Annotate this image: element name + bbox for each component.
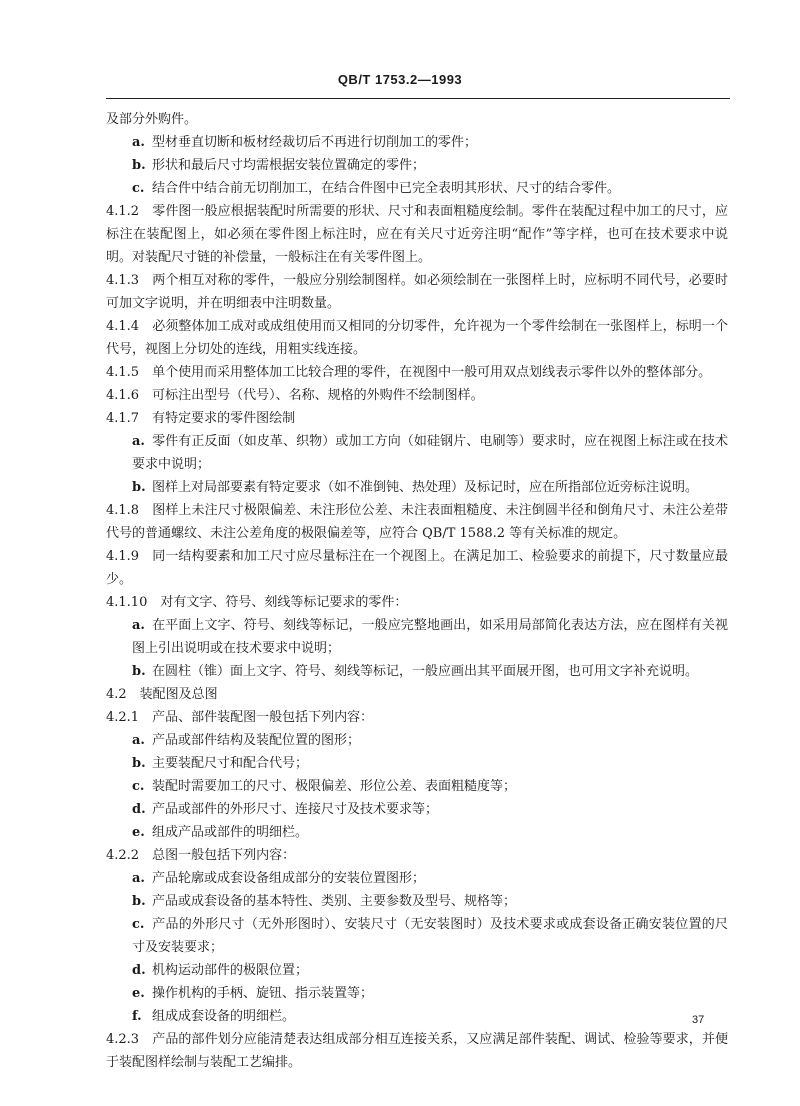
paragraph-text: 图样上对局部要素有特定要求（如不准倒钝、热处理）及标记时，应在所指部位近旁标注说明。	[152, 480, 699, 495]
page-number: 37	[692, 1014, 705, 1026]
list-item	[106, 959, 728, 982]
paragraph-text: 型材垂直切断和板材经裁切后不再进行切削加工的零件；	[152, 135, 478, 150]
paragraph-text: 4.2 装配图及总图	[106, 687, 218, 702]
list-item	[106, 154, 728, 177]
paragraph	[106, 706, 728, 729]
paragraph-text: 产品或部件结构及装配位置的图形；	[152, 733, 361, 748]
list-item-label: b.	[132, 894, 146, 909]
paragraph-text: 产品或成套设备的基本特性、类别、主要参数及型号、规格等；	[152, 894, 517, 909]
paragraph-text: 4.1.3 两个相互对称的零件，一般应分别绘制图样。如必须绘制在一张图样上时，应标明不同代号，必要时可加文字说明，并在明细表中注明数量。	[106, 273, 728, 311]
paragraph-text: 组成产品或部件的明细栏。	[152, 825, 309, 840]
list-item	[106, 890, 728, 913]
list-item	[106, 729, 728, 752]
paragraph	[106, 545, 728, 591]
list-item-label: c.	[132, 181, 145, 196]
paragraph	[106, 384, 728, 407]
paragraph-text: 4.1.5 单个使用而采用整体加工比较合理的零件，在视图中一般可用双点划线表示零件以外的整体部分。	[106, 365, 712, 380]
paragraph	[106, 108, 728, 131]
list-item	[106, 913, 728, 959]
paragraph-text: 4.2.2 总图一般包括下列内容：	[106, 848, 296, 863]
list-item-label: a.	[132, 135, 145, 150]
paragraph-text: 形状和最后尺寸均需根据安装位置确定的零件；	[152, 158, 426, 173]
list-item	[106, 430, 728, 476]
paragraph	[106, 844, 728, 867]
list-item	[106, 982, 728, 1005]
paragraph-text: 4.1.6 可标注出型号（代号）、名称、规格的外购件不绘制图样。	[106, 388, 484, 403]
list-item	[106, 1005, 728, 1028]
list-item-label: b.	[132, 664, 146, 679]
paragraph-text: 产品的外形尺寸（无外形图时）、安装尺寸（无安装图时）及技术要求或成套设备正确安装位置的尺寸及安装要求；	[132, 917, 728, 955]
list-item	[106, 660, 728, 683]
paragraph-text: 主要装配尺寸和配合代号；	[152, 756, 309, 771]
paragraph-text: 4.2.1 产品、部件装配图一般包括下列内容：	[106, 710, 374, 725]
paragraph-text: 4.1.2 零件图一般应根据装配时所需要的形状、尺寸和表面粗糙度绘制。零件在装配过程中加工的尺寸，应标注在装配图上，如必须在零件图上标注时，应在有关尺寸近旁注明“配作”等字样，也可在技术要求中说明。对装配尺寸链的补偿量，一般标注在有关零件图上。	[106, 204, 728, 265]
paragraph	[106, 1028, 728, 1074]
paragraph-text: 4.1.9 同一结构要素和加工尺寸应尽量标注在一个视图上。在满足加工、检验要求的前提下，尺寸数量应最少。	[106, 549, 728, 587]
list-item	[106, 476, 728, 499]
paragraph	[106, 200, 728, 269]
list-item	[106, 798, 728, 821]
list-item	[106, 775, 728, 798]
list-item-label: d.	[132, 802, 146, 817]
list-item-label: f.	[132, 1009, 142, 1024]
list-item-label: e.	[132, 825, 145, 840]
paragraph-text: 机构运动部件的极限位置；	[152, 963, 309, 978]
list-item-label: c.	[132, 917, 145, 932]
list-item-label: a.	[132, 434, 145, 449]
list-item	[106, 177, 728, 200]
list-item-label: b.	[132, 158, 146, 173]
paragraph-text: 产品或部件的外形尺寸、连接尺寸及技术要求等；	[152, 802, 439, 817]
paragraph-text: 结合件中结合前无切削加工，在结合件图中已完全表明其形状、尺寸的结合零件。	[152, 181, 621, 196]
paragraph-text: 4.1.8 图样上未注尺寸极限偏差、未注形位公差、未注表面粗糙度、未注倒圆半径和倒角尺寸、未注公差带代号的普通螺纹、未注公差角度的极限偏差等，应符合 QB/T 1588.2 等有关标准的规定。	[106, 503, 728, 541]
document-body	[106, 108, 728, 1074]
standard-number-header: QB/T 1753.2—1993	[337, 72, 463, 87]
list-item	[106, 131, 728, 154]
paragraph-text: 装配时需要加工的尺寸、极限偏差、形位公差、表面粗糙度等；	[152, 779, 517, 794]
paragraph-text: 组成成套设备的明细栏。	[152, 1009, 296, 1024]
paragraph-text: 4.2.3 产品的部件划分应能清楚表达组成部分相互连接关系，又应满足部件装配、调试、检验等要求，并便于装配图样绘制与装配工艺编排。	[106, 1032, 728, 1070]
list-item	[106, 867, 728, 890]
list-item-label: a.	[132, 871, 145, 886]
paragraph	[106, 499, 728, 545]
paragraph-text: 及部分外购件。	[106, 112, 198, 127]
paragraph	[106, 361, 728, 384]
paragraph-text: 在圆柱（锥）面上文字、符号、刻线等标记，一般应画出其平面展开图，也可用文字补充说明。	[152, 664, 699, 679]
paragraph-text: 操作机构的手柄、旋钮、指示装置等；	[152, 986, 374, 1001]
list-item	[106, 821, 728, 844]
list-item-label: b.	[132, 756, 146, 771]
paragraph	[106, 407, 728, 430]
list-item-label: d.	[132, 963, 146, 978]
paragraph-text: 4.1.7 有特定要求的零件图绘制	[106, 411, 296, 426]
list-item-label: c.	[132, 779, 145, 794]
paragraph-text: 零件有正反面（如皮革、织物）或加工方向（如硅钢片、电刷等）要求时，应在视图上标注或在技术要求中说明；	[132, 434, 728, 472]
paragraph-text: 在平面上文字、符号、刻线等标记，一般应完整地画出，如采用局部简化表达方法，应在图样有关视图上引出说明或在技术要求中说明；	[132, 618, 728, 656]
list-item	[106, 752, 728, 775]
paragraph-text: 4.1.10 对有文字、符号、刻线等标记要求的零件：	[106, 595, 408, 610]
list-item-label: b.	[132, 480, 146, 495]
list-item-label: a.	[132, 733, 145, 748]
paragraph	[106, 683, 728, 706]
paragraph-text: 产品轮廓或成套设备组成部分的安装位置图形；	[152, 871, 426, 886]
list-item-label: e.	[132, 986, 145, 1001]
paragraph	[106, 315, 728, 361]
paragraph	[106, 269, 728, 315]
list-item-label: a.	[132, 618, 145, 633]
paragraph-text: 4.1.4 必须整体加工成对或成组使用而又相同的分切零件，允许视为一个零件绘制在一张图样上，标明一个代号，视图上分切处的连线，用粗实线连接。	[106, 319, 728, 357]
paragraph	[106, 591, 728, 614]
header-rule	[106, 98, 730, 99]
list-item	[106, 614, 728, 660]
